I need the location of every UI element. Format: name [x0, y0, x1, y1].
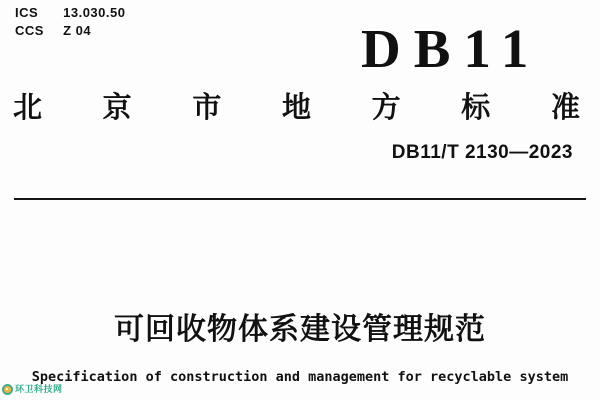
db11-logo: DB11: [361, 18, 542, 79]
site-watermark: [2, 384, 63, 395]
ics-value: 13.030.50: [63, 5, 126, 20]
ccs-value: Z 04: [63, 23, 92, 38]
site-logo-icon: [2, 384, 13, 395]
ccs-label: CCS: [15, 23, 44, 38]
classification-codes: [15, 4, 125, 40]
standard-name-char: 北: [13, 92, 43, 124]
standard-name-char: 京: [102, 92, 132, 124]
document-title-zh: 可回收物体系建设管理规范: [114, 313, 486, 346]
standard-name-char: 标: [461, 92, 491, 124]
ics-code-row: [15, 4, 125, 22]
standard-name-char: 市: [192, 92, 222, 124]
standard-name-char: 方: [371, 92, 401, 124]
ccs-code-row: [15, 22, 125, 40]
document-title-en: Specification of construction and management for recyclable system: [31, 369, 569, 385]
standard-name-char: 准: [550, 92, 580, 124]
ics-label: ICS: [15, 5, 39, 20]
header-divider-rule: [14, 198, 586, 200]
standard-name-char: 地: [281, 92, 311, 124]
standard-number: DB11/T 2130—2023: [391, 142, 573, 163]
site-watermark-label: 环卫科技网: [15, 384, 63, 394]
standard-name-row: [13, 93, 580, 123]
